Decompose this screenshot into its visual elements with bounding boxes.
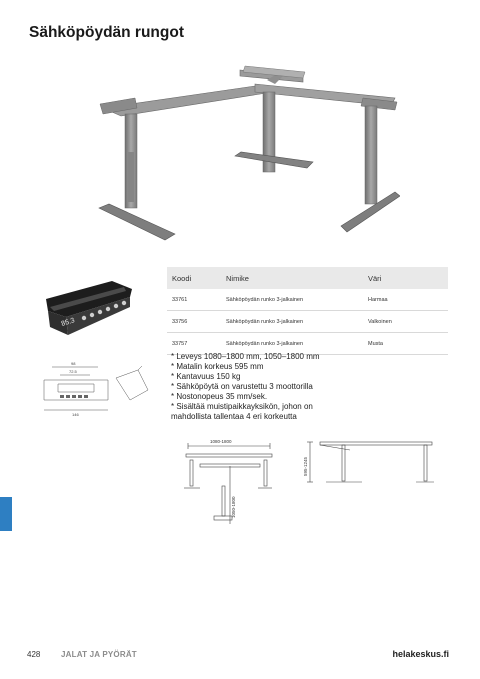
side-view-drawing (290, 440, 435, 490)
spec-item: * Matalin korkeus 595 mm (171, 362, 346, 372)
dimension-label-a: 98 (71, 361, 76, 366)
dimension-label-b: 72.5 (69, 369, 77, 374)
dimension-label-c: 146 (72, 412, 79, 417)
product-name: Sähköpöydän runko 3-jalkainen (221, 311, 363, 333)
control-panel-image (40, 277, 136, 339)
page-number: 428 (27, 650, 41, 659)
page-title: Sähköpöydän rungot (29, 24, 184, 41)
controller-dimension-drawing (38, 354, 160, 419)
product-color: Harmaa (363, 289, 448, 311)
desk-frame-illustration (95, 62, 400, 247)
top-view-drawing (180, 436, 280, 536)
product-color: Musta (363, 333, 448, 355)
spec-item: * Sisältää muistipaikkayksikön, johon on mahdollista tallentaa 4 eri korkeutta (171, 402, 346, 422)
spec-item: * Leveys 1080–1800 mm, 1050–1800 mm (171, 352, 346, 362)
height-label: 595-1245 (303, 456, 308, 476)
spec-item: * Nostonopeus 35 mm/sek. (171, 392, 346, 402)
table-row (167, 289, 448, 311)
product-code: 33757 (167, 333, 221, 355)
website-link[interactable]: helakeskus.fi (392, 649, 449, 659)
column-header-color: Väri (363, 267, 448, 289)
product-code: 33761 (167, 289, 221, 311)
specifications-list (171, 352, 346, 422)
product-code: 33756 (167, 311, 221, 333)
column-header-code: Koodi (167, 267, 221, 289)
spec-item: * Sähköpöytä on varustettu 3 moottorilla (171, 382, 346, 392)
product-color: Valkoinen (363, 311, 448, 333)
product-name: Sähköpöydän runko 3-jalkainen (221, 289, 363, 311)
top-width-label: 1080-1800 (210, 439, 232, 444)
section-title: JALAT JA PYÖRÄT (61, 650, 137, 659)
table-header-row (167, 267, 448, 289)
spec-item: * Kantavuus 150 kg (171, 372, 346, 382)
table-row (167, 311, 448, 333)
panel-display-text: 85.3 (60, 317, 76, 328)
side-width-label: 1050-1800 (231, 496, 236, 518)
product-table (167, 267, 448, 355)
product-name: Sähköpöydän runko 3-jalkainen (221, 333, 363, 355)
section-tab (0, 497, 12, 531)
column-header-name: Nimike (221, 267, 363, 289)
